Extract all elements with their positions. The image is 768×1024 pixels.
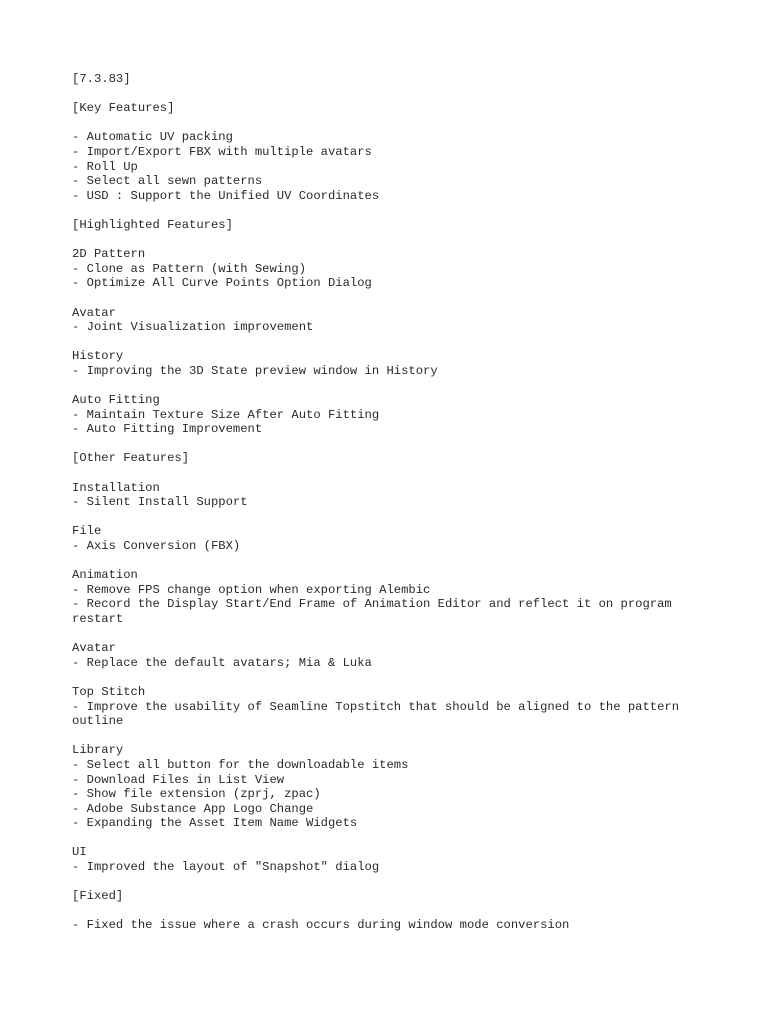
list-item: - USD : Support the Unified UV Coordinates <box>72 188 380 203</box>
spacer <box>72 554 708 569</box>
spacer <box>72 203 708 218</box>
list-item: - Axis Conversion (FBX) <box>72 539 241 553</box>
list-item: - Joint Visualization improvement <box>72 320 314 335</box>
list-item: - Remove FPS change option when exporting Alembic <box>72 582 431 597</box>
spacer <box>72 670 708 685</box>
list-item: - Improve the usability of Seamline Topstitch that should be aligned to the pattern outline <box>72 699 687 729</box>
spacer <box>72 875 708 890</box>
section-title-installation: Installation <box>72 480 160 495</box>
list-item: - Expanding the Asset Item Name Widgets <box>72 816 358 831</box>
section-title-avatar: Avatar <box>72 641 116 656</box>
spacer <box>72 116 708 131</box>
spacer <box>72 729 708 744</box>
list-item: - Adobe Substance App Logo Change <box>72 801 314 816</box>
list-item: - Record the Display Start/End Frame of Animation Editor and reflect it on program restart <box>72 597 680 626</box>
spacer <box>72 831 708 846</box>
list-item: - Show file extension (zprj, zpac) <box>72 787 321 802</box>
fixed-heading: [Fixed] <box>72 889 124 904</box>
spacer <box>72 510 708 525</box>
list-item: - Optimize All Curve Points Option Dialog <box>72 276 372 291</box>
list-item: - Clone as Pattern (with Sewing) <box>72 261 307 276</box>
list-item: - Select all sewn patterns <box>72 174 263 189</box>
list-item: - Improved the layout of "Snapshot" dialog <box>72 860 380 875</box>
section-title-file: File <box>72 524 102 539</box>
section-title-auto-fitting: Auto Fitting <box>72 393 160 408</box>
version-heading: [7.3.83] <box>72 72 131 86</box>
list-item: - Auto Fitting Improvement <box>72 422 263 437</box>
spacer <box>72 904 708 919</box>
spacer <box>72 335 708 350</box>
spacer <box>72 437 708 452</box>
list-item: - Automatic UV packing <box>72 130 233 145</box>
list-item: - Silent Install Support <box>72 495 248 510</box>
list-item: - Roll Up <box>72 159 138 174</box>
section-title-ui: UI <box>72 845 87 860</box>
list-item: - Select all button for the downloadable items <box>72 757 409 772</box>
spacer <box>72 291 708 306</box>
key-features-heading: [Key Features] <box>72 101 175 116</box>
highlighted-features-heading: [Highlighted Features] <box>72 217 233 232</box>
list-item: - Import/Export FBX with multiple avatars <box>72 144 372 159</box>
section-title-library: Library <box>72 743 124 758</box>
spacer <box>72 87 708 102</box>
section-title-2d-pattern: 2D Pattern <box>72 247 146 262</box>
section-title-top-stitch: Top Stitch <box>72 684 146 699</box>
list-item: - Maintain Texture Size After Auto Fitting <box>72 407 380 422</box>
list-item: - Download Files in List View <box>72 772 285 787</box>
list-item: - Improving the 3D State preview window in History <box>72 363 438 378</box>
list-item: - Replace the default avatars; Mia & Luka <box>72 655 372 670</box>
spacer <box>72 378 708 393</box>
section-title-animation: Animation <box>72 568 138 583</box>
other-features-heading: [Other Features] <box>72 451 190 466</box>
section-title-history: History <box>72 349 124 364</box>
list-item: - Fixed the issue where a crash occurs during window mode conversion <box>72 918 570 933</box>
spacer <box>72 627 708 642</box>
spacer <box>72 233 708 248</box>
section-title-avatar: Avatar <box>72 305 116 320</box>
spacer <box>72 466 708 481</box>
